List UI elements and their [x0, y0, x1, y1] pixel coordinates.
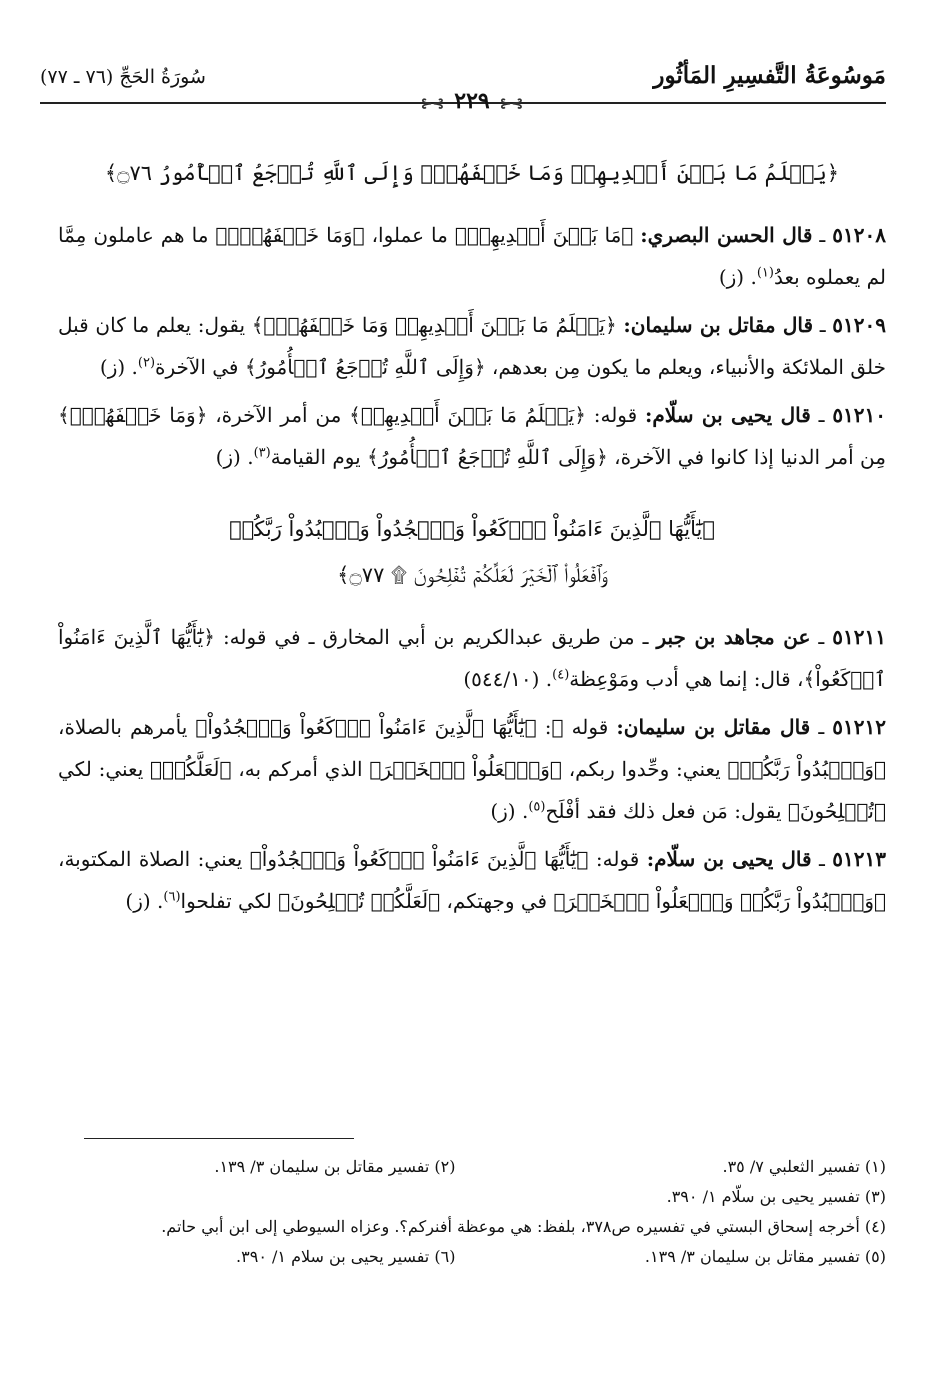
footnote-ref[interactable]: (١) [756, 265, 774, 281]
footnote-4: (٤) أخرجه إسحاق البستي في تفسيره ص٣٧٨، بلفظ: هي موعظة أفنركم؟. وعزاه السيوطي إلى ابن أبي حاتم. [161, 1217, 886, 1236]
entry-speaker: عن مجاهد بن جبر [656, 625, 811, 649]
footnote-ref[interactable]: (٤) [552, 667, 570, 683]
entry-number: ٥١٢١١ [832, 625, 886, 649]
footnote-row [58, 1152, 886, 1182]
surah-title: سُورَةُ الحَجِّ (٧٦ ـ ٧٧) [40, 66, 206, 88]
footnote-ref[interactable]: (٢) [137, 355, 156, 371]
footnote-ref[interactable]: (٥) [528, 799, 546, 815]
verse-77 [58, 506, 886, 598]
entry-text: ﴿مَا بَيۡنَ أَيۡدِيهِمۡ﴾ ما عملوا، ﴿وَمَا خَلۡفَهُمۡۗ﴾ ما هم عاملون مِمَّا لم يعملوه بعدُ [58, 223, 886, 289]
footnotes [58, 1152, 886, 1272]
entry: ٥١٢٠٨ ـ قال الحسن البصري: ﴿مَا بَيۡنَ أَيۡدِيهِمۡ﴾ ما عملوا، ﴿وَمَا خَلۡفَهُمۡۗ﴾ ما هم عاملون مِمَّا لم يعملوه بعدُ$^{(١)}$. (ز) [58, 223, 886, 289]
entry: ٥١٢١٣ ـ قال يحيى بن سلّام: قوله: ﴿يَٰٓأَيُّهَا ٱلَّذِينَ ءَامَنُواْ ٱرۡكَعُواْ وَٱسۡجُدُواْ﴾ يعني: الصلاة المكتوبة، ﴿وَٱعۡبُدُواْ رَبَّكُمۡ وَٱفۡعَلُواْ ٱلۡخَيۡرَ﴾ في وجهتكم، ﴿لَعَلَّكُمۡ تُفۡلِحُونَ﴾ لكي تفلحوا$^{(٦)}$. (ز) [58, 847, 886, 913]
entry-text: قوله: ﴿يَٰٓأَيُّهَا ٱلَّذِينَ ءَامَنُواْ ٱرۡكَعُواْ وَٱسۡجُدُواْ﴾ يعني: الصلاة المكتوبة، ﴿وَٱعۡبُدُواْ رَبَّكُمۡ وَٱفۡعَلُواْ ٱلۡخَيۡرَ﴾ في وجهتكم، ﴿لَعَلَّكُمۡ تُفۡلِحُونَ﴾ لكي تفلحوا [58, 847, 886, 913]
footnote-6: (٦) تفسير يحيى بن سلام ١/ ٣٩٠. [236, 1247, 456, 1266]
entry-number: ٥١٢٠٩ [832, 313, 886, 337]
footnote-1: (١) تفسير الثعلبي ٧/ ٣٥. [722, 1157, 886, 1176]
footnote-row [58, 1242, 886, 1272]
entry: ٥١٢١١ ـ عن مجاهد بن جبر ـ من طريق عبدالكريم بن أبي المخارق ـ في قوله: ﴿يَٰٓأَيُّهَا ٱلَّذِينَ ءَامَنُواْ ٱرۡكَعُواْ﴾، قال: إنما هي أدب ومَوْعِظة$^{(٤)}$. (٥٤٤/١٠) [58, 625, 886, 691]
verse-77-line-2: وَٱفۡعَلُواْ ٱلۡخَيۡرَ لَعَلَّكُمۡ تُفۡلِحُونَ ۩ ۝٧٧﴾ [337, 563, 607, 587]
footnote-5: (٥) تفسير مقاتل بن سليمان ٣/ ١٣٩. [644, 1247, 886, 1266]
entry-tail: . (ز) [99, 355, 138, 379]
entry-text: ﴿يَعۡلَمُ مَا بَيۡنَ أَيۡدِيهِمۡ وَمَا خَلۡفَهُمۡۗ﴾ يقول: يعلم ما كان قبل خلق الملائكة والأنبياء، ويعلم ما يكون مِن بعدهم، ﴿وَإِلَى ٱللَّهِ تُرۡجَعُ ٱلۡأُمُورُ﴾ في الآخرة [58, 313, 886, 379]
entry-tail: . (ز) [490, 799, 529, 823]
footnote-ref[interactable]: (٣) [253, 445, 271, 461]
entry-tail: . (ز) [718, 265, 757, 289]
entry-speaker: قال الحسن البصري: [640, 223, 813, 247]
footnote-divider [84, 1138, 354, 1139]
ornament-icon: ⊱⊰ [420, 96, 445, 112]
verse-77-line-1: ﴿يَٰٓأَيُّهَا ٱلَّذِينَ ءَامَنُواْ ٱرۡكَعُواْ وَٱسۡجُدُواْ وَٱعۡبُدُواْ رَبَّكُمۡ [229, 517, 715, 541]
entry: ٥١٢١٠ ـ قال يحيى بن سلّام: قوله: ﴿يَعۡلَمُ مَا بَيۡنَ أَيۡدِيهِمۡ﴾ من أمر الآخرة، ﴿وَمَا خَلۡفَهُمۡۗ﴾ مِن أمر الدنيا إذا كانوا في الآخرة، ﴿وَإِلَى ٱللَّهِ تُرۡجَعُ ٱلۡأُمُورُ﴾ يوم القيامة$^{(٣)}$. (ز) [58, 403, 887, 469]
page-number: ٢٢٩ [454, 88, 490, 114]
entry-tail: . (٥٤٤/١٠) [463, 667, 553, 691]
entry-number: ٥١٢١٢ [832, 715, 886, 739]
entry-tail: . (ز) [215, 445, 254, 469]
footnote-ref[interactable]: (٦) [163, 889, 181, 905]
footnote-3: (٣) تفسير يحيى بن سلّام ١/ ٣٩٠. [666, 1187, 886, 1206]
entry-number: ٥١٢٠٨ [832, 223, 886, 247]
entry-text: ـ من طريق عبدالكريم بن أبي المخارق ـ في قوله: ﴿يَٰٓأَيُّهَا ٱلَّذِينَ ءَامَنُواْ ٱرۡكَعُواْ﴾، قال: إنما هي أدب ومَوْعِظة [58, 625, 886, 691]
entry: ٥١٢٠٩ ـ قال مقاتل بن سليمان: ﴿يَعۡلَمُ مَا بَيۡنَ أَيۡدِيهِمۡ وَمَا خَلۡفَهُمۡۗ﴾ يقول: يعلم ما كان قبل خلق الملائكة والأنبياء، ويعلم ما يكون مِن بعدهم، ﴿وَإِلَى ٱللَّهِ تُرۡجَعُ ٱلۡأُمُورُ﴾ في الآخرة$^{(٢)}$. (ز) [58, 313, 886, 379]
footnote-2: (٢) تفسير مقاتل بن سليمان ٣/ ١٣٩. [214, 1157, 456, 1176]
entry: ٥١٢١٢ ـ قال مقاتل بن سليمان: قوله ﷿: ﴿يَٰٓأَيُّهَا ٱلَّذِينَ ءَامَنُواْ ٱرۡكَعُواْ وَٱسۡجُدُواْ﴾ يأمرهم بالصلاة، ﴿وَٱعۡبُدُواْ رَبَّكُمۡ﴾ يعني: وحِّدوا ربكم، ﴿وَٱفۡعَلُواْ ٱلۡخَيۡرَ﴾ الذي أمركم به، ﴿لَعَلَّكُمۡ﴾ يعني: لكي ﴿تُفۡلِحُونَ﴾ يقول: مَن فعل ذلك فقد أفْلَح$^{(٥)}$. (ز) [58, 715, 886, 823]
entry-speaker: قال مقاتل بن سليمان: [616, 715, 811, 739]
entry-speaker: قال مقاتل بن سليمان: [623, 313, 814, 337]
book-title: مَوسُوعَةُ التَّفسِيرِ المَأثُور [653, 62, 886, 89]
entry-speaker: قال يحيى بن سلّام: [645, 403, 811, 427]
verse-76: ﴿يَعۡلَمُ مَا بَيۡنَ أَيۡدِيهِمۡ وَمَا خَلۡفَهُمۡۗ وَإِلَى ٱللَّهِ تُرۡجَعُ ٱلۡأُمُورُ ۝٧٦﴾ [104, 161, 840, 185]
page-content [58, 150, 886, 928]
entry-number: ٥١٢١٣ [832, 847, 886, 871]
entry-tail: . (ز) [125, 889, 164, 913]
entry-speaker: قال يحيى بن سلّام: [646, 847, 812, 871]
entry-text: قوله ﷿: ﴿يَٰٓأَيُّهَا ٱلَّذِينَ ءَامَنُواْ ٱرۡكَعُواْ وَٱسۡجُدُواْ﴾ يأمرهم بالصلاة، ﴿وَٱعۡبُدُواْ رَبَّكُمۡ﴾ يعني: وحِّدوا ربكم، ﴿وَٱفۡعَلُواْ ٱلۡخَيۡرَ﴾ الذي أمركم به، ﴿لَعَلَّكُمۡ﴾ يعني: لكي ﴿تُفۡلِحُونَ﴾ يقول: مَن فعل ذلك فقد أفْلَح [58, 715, 886, 823]
entry-number: ٥١٢١٠ [832, 403, 887, 427]
ornament-icon: ⊱⊰ [499, 96, 524, 112]
page-number-line [0, 88, 944, 114]
entry-text: قوله: ﴿يَعۡلَمُ مَا بَيۡنَ أَيۡدِيهِمۡ﴾ من أمر الآخرة، ﴿وَمَا خَلۡفَهُمۡۗ﴾ مِن أمر الدنيا إذا كانوا في الآخرة، ﴿وَإِلَى ٱللَّهِ تُرۡجَعُ ٱلۡأُمُورُ﴾ يوم القيامة [58, 403, 886, 469]
